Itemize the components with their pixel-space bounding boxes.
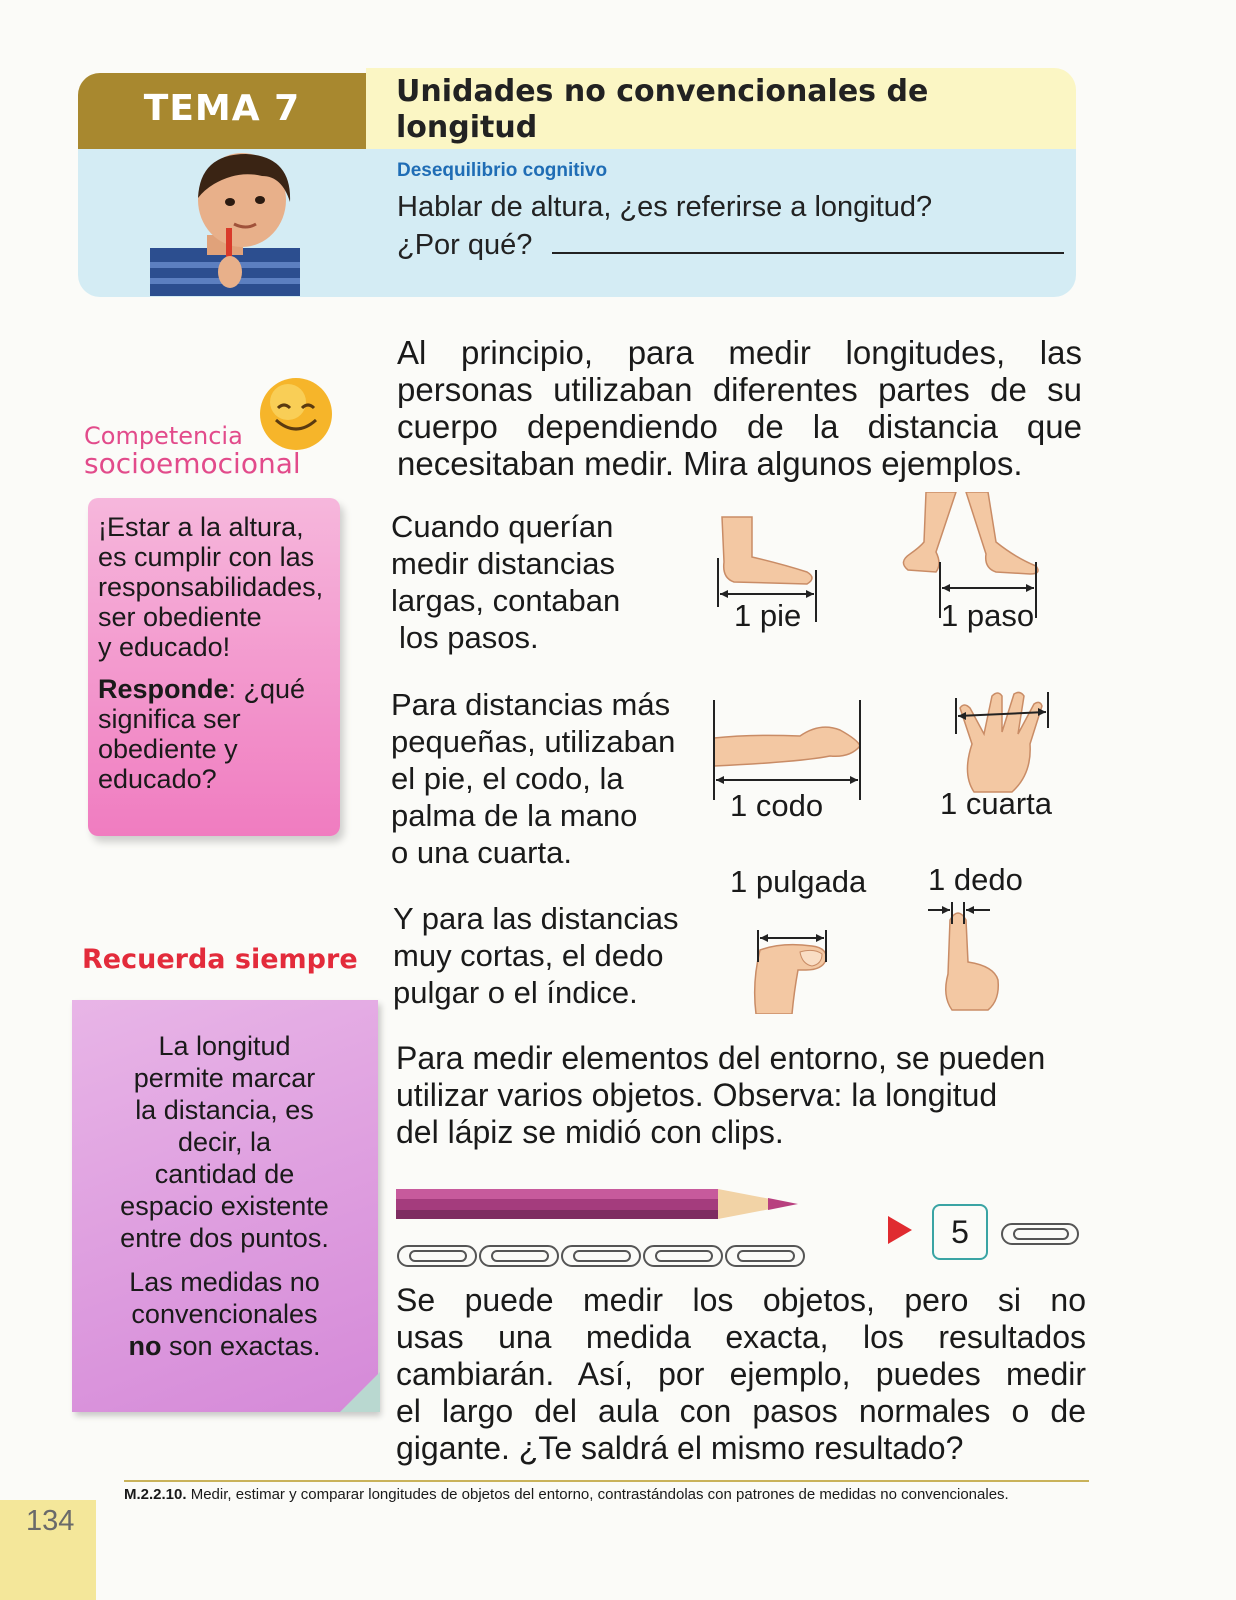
curriculum-note [124,1486,1044,1504]
socioemocional-text [98,512,348,794]
pink-line: ¡Estar a la altura, [98,512,304,542]
index-finger-illustration [924,900,1008,1012]
purple-line: entre dos puntos. [120,1223,329,1253]
result-box: 5 [932,1204,988,1260]
pink-line: y educado! [98,632,231,662]
competencia-line-2: socioemocional [84,447,301,480]
hand-span-illustration [952,684,1062,796]
entorno-line: Para medir elementos del entorno, se pueden [396,1040,1046,1076]
pink-line: ser obediente [98,602,262,632]
entorno-line: utilizar varios objetos. Observa: la longitud [396,1077,998,1113]
cortas-text [393,900,678,1011]
responde-label: Responde [98,674,229,704]
purple-line [92,1330,357,1362]
largas-line: largas, contaban [391,583,621,618]
closing-text [396,1282,1086,1467]
label-paso: 1 paso [941,598,1035,633]
closing-line: cambiarán. Así, por ejemplo, puedes medir [396,1356,1086,1392]
cortas-line: pulgar o el índice. [393,975,638,1010]
footer-divider [124,1480,1089,1482]
label-codo: 1 codo [730,788,824,823]
recuerda-text [92,1030,357,1362]
recuerda-title: Recuerda siempre [82,944,358,975]
pequenas-line: pequeñas, utilizaban [391,724,676,759]
question-line-1: Hablar de altura, ¿es referirse a longitud? [397,191,933,223]
competencia-line-1: Competencia [84,422,243,450]
cortas-line: muy cortas, el dedo [393,938,664,973]
closing-line: el largo del aula con pasos normales o de [396,1393,1086,1429]
competencia-title [84,422,301,478]
answer-line[interactable] [552,252,1064,254]
largas-text [391,508,620,656]
intro-paragraph: Al principio, para medir longitudes, las personas utilizaban diferentes partes de su cuerpo dependiendo de la distancia que necesitaban medir. Mira algunos ejemplos. [397,334,1082,482]
pink-line: es cumplir con las [98,542,315,572]
page-number: 134 [26,1505,75,1537]
label-pie: 1 pie [734,598,802,633]
purple-rest: son exactas. [161,1331,321,1361]
purple-line: cantidad de [154,1159,295,1189]
clip-icon [1000,1220,1080,1248]
largas-line: Cuando querían [391,509,614,544]
purple-no: no [128,1331,162,1361]
purple-line: permite marcar [133,1063,316,1093]
purple-line: decir, la [177,1127,272,1157]
largas-line: los pasos. [399,620,539,655]
responde-line: significa ser [98,704,241,734]
pequenas-line: palma de la mano [391,798,638,833]
purple-line: Las medidas no [129,1267,320,1297]
cortas-line: Y para las distancias [393,901,679,936]
subtitle: Desequilibrio cognitivo [397,160,608,181]
forearm-illustration [710,700,866,800]
curriculum-code: M.2.2.10. [124,1486,187,1503]
label-pulgada: 1 pulgada [730,864,867,899]
curriculum-text: Medir, estimar y comparar longitudes de objetos del entorno, contrastándolas con patrones de medidas no convencionales. [186,1486,1009,1503]
label-dedo: 1 dedo [928,862,1023,897]
responde-line: obediente y [98,734,238,764]
entorno-text [396,1040,1086,1151]
boy-thinking-image [142,150,312,296]
pink-line: responsabilidades, [98,572,324,602]
purple-line: la distancia, es [135,1095,314,1125]
pequenas-line: el pie, el codo, la [391,761,624,796]
question-line-2: ¿Por qué? [397,229,533,261]
clips-row-image [396,1242,806,1270]
entorno-line: del lápiz se midió con clips. [396,1114,784,1150]
responde-line: educado? [98,764,217,794]
play-arrow-icon [886,1214,914,1246]
pequenas-line: Para distancias más [391,687,671,722]
tema-label: TEMA 7 [143,88,301,129]
responde-rest: : ¿qué [228,674,306,704]
closing-line: Se puede medir los objetos, pero si no [396,1282,1086,1318]
closing-line: gigante. ¿Te saldrá el mismo resultado? [396,1430,964,1466]
thumb-illustration [752,922,838,1014]
responde-line [98,674,348,704]
closing-line: usas una medida exacta, los resultados [396,1319,1086,1355]
purple-line: espacio existente [120,1191,329,1221]
pencil-image [394,1186,802,1222]
purple-line: convencionales [131,1299,318,1329]
page-title: Unidades no convencionales de longitud [396,74,929,145]
label-cuarta: 1 cuarta [940,786,1053,821]
largas-line: medir distancias [391,546,615,581]
pequenas-text [391,686,675,871]
pequenas-line: o una cuarta. [391,835,572,870]
purple-line: La longitud [158,1031,291,1061]
